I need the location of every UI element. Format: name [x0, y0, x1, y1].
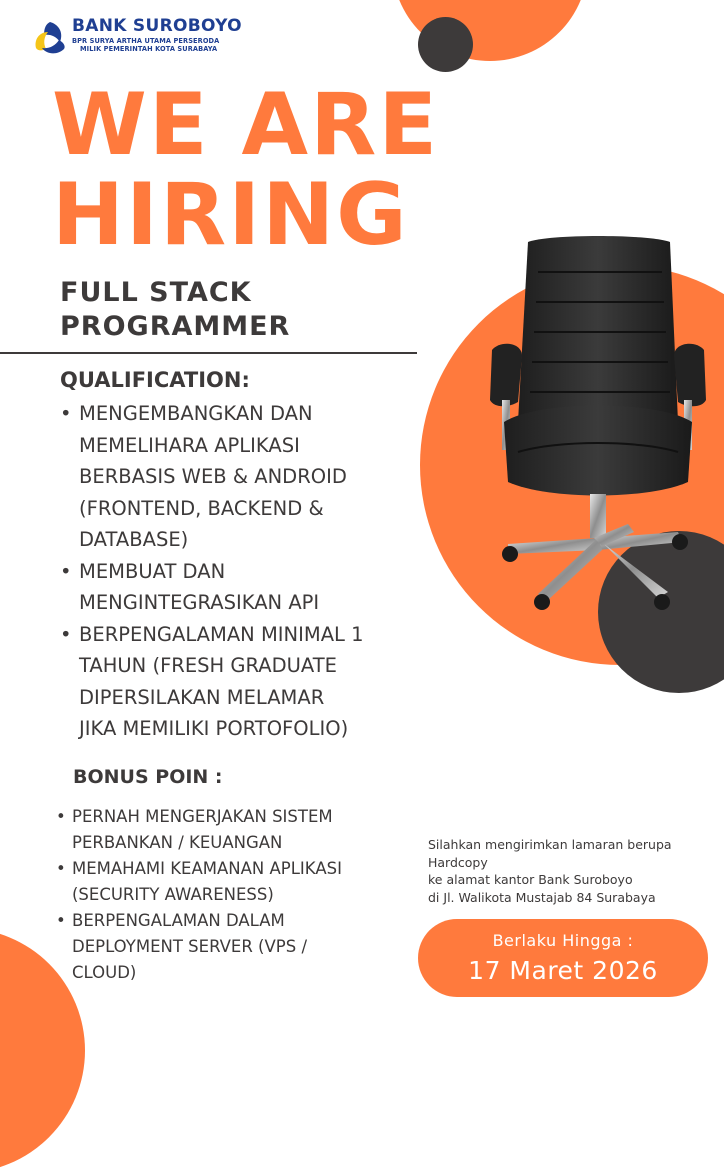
application-note-line-4: di Jl. Walikota Mustajab 84 Surabaya: [428, 889, 656, 905]
brand-subtitle-1: BPR SURYA ARTHA UTAMA PERSERODA: [72, 37, 220, 45]
qualification-item: • MENGEMBANGKAN DAN MEMELIHARA APLIKASI BERBASIS WEB & ANDROID (FRONTEND, BACKEND & DATABASE): [60, 398, 364, 556]
top-dark-circle: [418, 17, 473, 72]
qualification-item: • MEMBUAT DAN MENGINTEGRASIKAN API: [60, 556, 364, 619]
job-position: [60, 276, 290, 344]
qualification-item: • BERPENGALAMAN MINIMAL 1 TAHUN (FRESH GRADUATE DIPERSILAKAN MELAMAR JIKA MEMILIKI PORTOFOLIO): [60, 619, 364, 745]
headline-line-2: HIRING: [52, 165, 409, 265]
application-note-line-1: Silahkan mengirimkan lamaran berupa: [428, 837, 672, 852]
deadline-label: Berlaku Hingga :: [492, 931, 634, 950]
bonus-item: • PERNAH MENGERJAKAN SISTEM PERBANKAN / KEUANGAN: [56, 804, 342, 856]
bank-logo-icon: [30, 18, 70, 58]
job-position-line-2: PROGRAMMER: [60, 311, 291, 342]
application-note-line-3: ke alamat kantor Bank Suroboyo: [428, 872, 633, 887]
application-note-line-2: Hardcopy: [428, 854, 488, 870]
bonus-item: • BERPENGALAMAN DALAM DEPLOYMENT SERVER (VPS / CLOUD): [56, 908, 342, 986]
job-position-line-1: FULL STACK: [60, 277, 252, 308]
section-divider: [0, 352, 417, 354]
brand-subtitle-2: MILIK PEMERINTAH KOTA SURABAYA: [80, 44, 218, 53]
deadline-date: 17 Maret 2026: [468, 956, 658, 985]
office-chair-image: [478, 232, 718, 617]
application-note: [428, 836, 672, 906]
bonus-item: • MEMAHAMI KEAMANAN APLIKASI (SECURITY AWARENESS): [56, 856, 342, 908]
bonus-list: [56, 804, 342, 986]
headline-line-1: WE ARE: [52, 75, 440, 175]
qualification-title: QUALIFICATION:: [60, 368, 250, 392]
brand-name: BANK SUROBOYO: [72, 16, 242, 36]
bonus-title: BONUS POIN :: [73, 766, 223, 788]
qualification-list: [60, 398, 364, 745]
deadline-badge: [418, 919, 708, 997]
brand-block: [72, 18, 242, 52]
